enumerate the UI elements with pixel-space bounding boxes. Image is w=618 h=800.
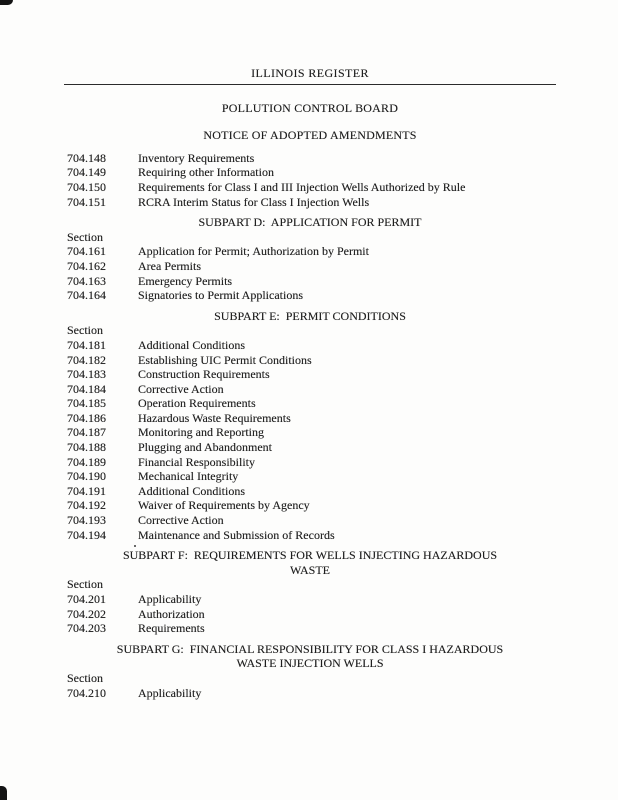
entry-number: 704.182 (67, 352, 106, 367)
entry-number: 704.148 (67, 150, 106, 165)
entry-title: Emergency Permits (138, 273, 233, 288)
entry-number: 704.161 (67, 244, 106, 259)
entry-title: Operation Requirements (138, 396, 256, 411)
toc-entry (67, 151, 553, 166)
subpart-heading (67, 215, 553, 230)
toc-entry (67, 274, 553, 289)
entry-title: Requirements (138, 621, 205, 636)
toc-entry (67, 621, 553, 636)
entry-number: 704.201 (67, 592, 106, 606)
entry-title: Applicability (138, 592, 202, 606)
entry-title: Authorization (138, 606, 205, 621)
subpart-heading (67, 642, 553, 671)
toc-entry (67, 244, 553, 259)
toc-entry (67, 484, 553, 499)
entry-title: Monitoring and Reporting (138, 425, 264, 440)
entry-list (67, 244, 553, 302)
entry-number: 704.210 (67, 685, 106, 700)
entry-title: Signatories to Permit Applications (138, 288, 303, 303)
toc-entry (67, 498, 553, 513)
entry-number: 704.163 (67, 273, 106, 288)
subpart-heading-line: SUBPART E: PERMIT CONDITIONS (214, 308, 406, 323)
entry-title: Applicability (138, 685, 202, 700)
subpart-block (67, 215, 553, 303)
subpart-block (67, 309, 553, 543)
entry-title: Inventory Requirements (138, 150, 255, 165)
entry-number: 704.183 (67, 367, 106, 382)
entry-number: 704.192 (67, 498, 106, 513)
entry-number: 704.190 (67, 469, 106, 484)
entry-list (67, 151, 553, 209)
entry-title: Additional Conditions (138, 483, 246, 498)
toc-blocks (67, 151, 553, 700)
entry-title: Financial Responsibility (138, 454, 255, 469)
entry-number: 704.164 (67, 288, 106, 303)
toc-entry (67, 396, 553, 411)
subpart-heading-line: SUBPART D: APPLICATION FOR PERMIT (198, 215, 422, 230)
subpart-heading-line: SUBPART G: FINANCIAL RESPONSIBILITY FOR CLASS I HAZARDOUS (116, 641, 504, 656)
entry-number: 704.187 (67, 425, 106, 440)
toc-entry (67, 607, 553, 622)
entry-number: 704.194 (67, 527, 106, 542)
entry-number: 704.189 (67, 454, 106, 469)
entry-number: 704.185 (67, 396, 106, 411)
subpart-block (67, 642, 553, 700)
entry-title: Area Permits (138, 258, 201, 273)
entry-title: Waiver of Requirements by Agency (138, 498, 310, 513)
entry-title: Establishing UIC Permit Conditions (138, 352, 312, 367)
toc-entry (67, 440, 553, 455)
entry-number: 704.188 (67, 440, 106, 455)
entry-list (67, 686, 553, 701)
entry-title: Corrective Action (138, 381, 224, 396)
toc-entry (67, 338, 553, 353)
toc-entry (67, 165, 553, 180)
toc-entry (67, 425, 553, 440)
section-label: Section (67, 229, 103, 244)
subpart-block (67, 548, 553, 636)
toc-entry (67, 469, 553, 484)
toc-entry (67, 411, 553, 426)
subpart-heading-line: WASTE (290, 562, 330, 577)
entry-list (67, 592, 553, 636)
toc-entry (67, 686, 553, 701)
section-label: Section (67, 670, 103, 685)
entry-title: Mechanical Integrity (138, 469, 239, 484)
toc-entry (67, 367, 553, 382)
scan-artifact-bottom-left (0, 786, 7, 800)
board-title: POLLUTION CONTROL BOARD (221, 100, 399, 115)
subpart-heading-line: WASTE INJECTION WELLS (236, 656, 384, 671)
toc-entry (67, 353, 553, 368)
toc-entry (67, 592, 553, 607)
toc-entry (67, 455, 553, 470)
entry-title: Application for Permit; Authorization by Permit (138, 244, 369, 259)
entry-title: Construction Requirements (138, 367, 270, 382)
scan-artifact-dot (134, 545, 136, 547)
entry-number: 704.162 (67, 258, 106, 273)
header-rule (64, 84, 556, 85)
entry-number: 704.149 (67, 165, 106, 180)
entry-number: 704.150 (67, 179, 106, 194)
entry-number: 704.193 (67, 513, 106, 528)
register-header (67, 66, 553, 85)
section-label: Section (67, 577, 103, 592)
subpart-heading-line: SUBPART F: REQUIREMENTS FOR WELLS INJECTING HAZARDOUS (122, 548, 498, 563)
subpart-heading (67, 309, 553, 324)
entry-number: 704.203 (67, 621, 106, 636)
toc-entry (67, 180, 553, 195)
register-title: ILLINOIS REGISTER (251, 66, 369, 80)
entry-number: 704.186 (67, 410, 106, 425)
toc-entry (67, 528, 553, 543)
toc-entry (67, 195, 553, 210)
subpart-block (67, 151, 553, 209)
entry-number: 704.181 (67, 337, 106, 352)
section-label: Section (67, 323, 103, 338)
entry-number: 704.191 (67, 483, 106, 498)
toc-entry (67, 288, 553, 303)
entry-list (67, 338, 553, 542)
toc-entry (67, 513, 553, 528)
entry-number: 704.151 (67, 194, 106, 209)
entry-title: Requiring other Information (138, 165, 274, 180)
entry-title: Requirements for Class I and III Injection Wells Authorized by Rule (138, 179, 466, 194)
entry-number: 704.202 (67, 606, 106, 621)
notice-title: NOTICE OF ADOPTED AMENDMENTS (203, 128, 417, 143)
entry-title: Maintenance and Submission of Records (138, 527, 335, 542)
entry-title: RCRA Interim Status for Class I Injection Wells (138, 194, 370, 209)
entry-title: Corrective Action (138, 513, 224, 528)
toc-entry (67, 259, 553, 274)
subpart-heading (67, 548, 553, 577)
entry-title: Plugging and Abandonment (138, 440, 272, 455)
entry-title: Additional Conditions (138, 337, 246, 352)
toc-entry (67, 382, 553, 397)
entry-title: Hazardous Waste Requirements (138, 410, 291, 425)
entry-number: 704.184 (67, 381, 106, 396)
